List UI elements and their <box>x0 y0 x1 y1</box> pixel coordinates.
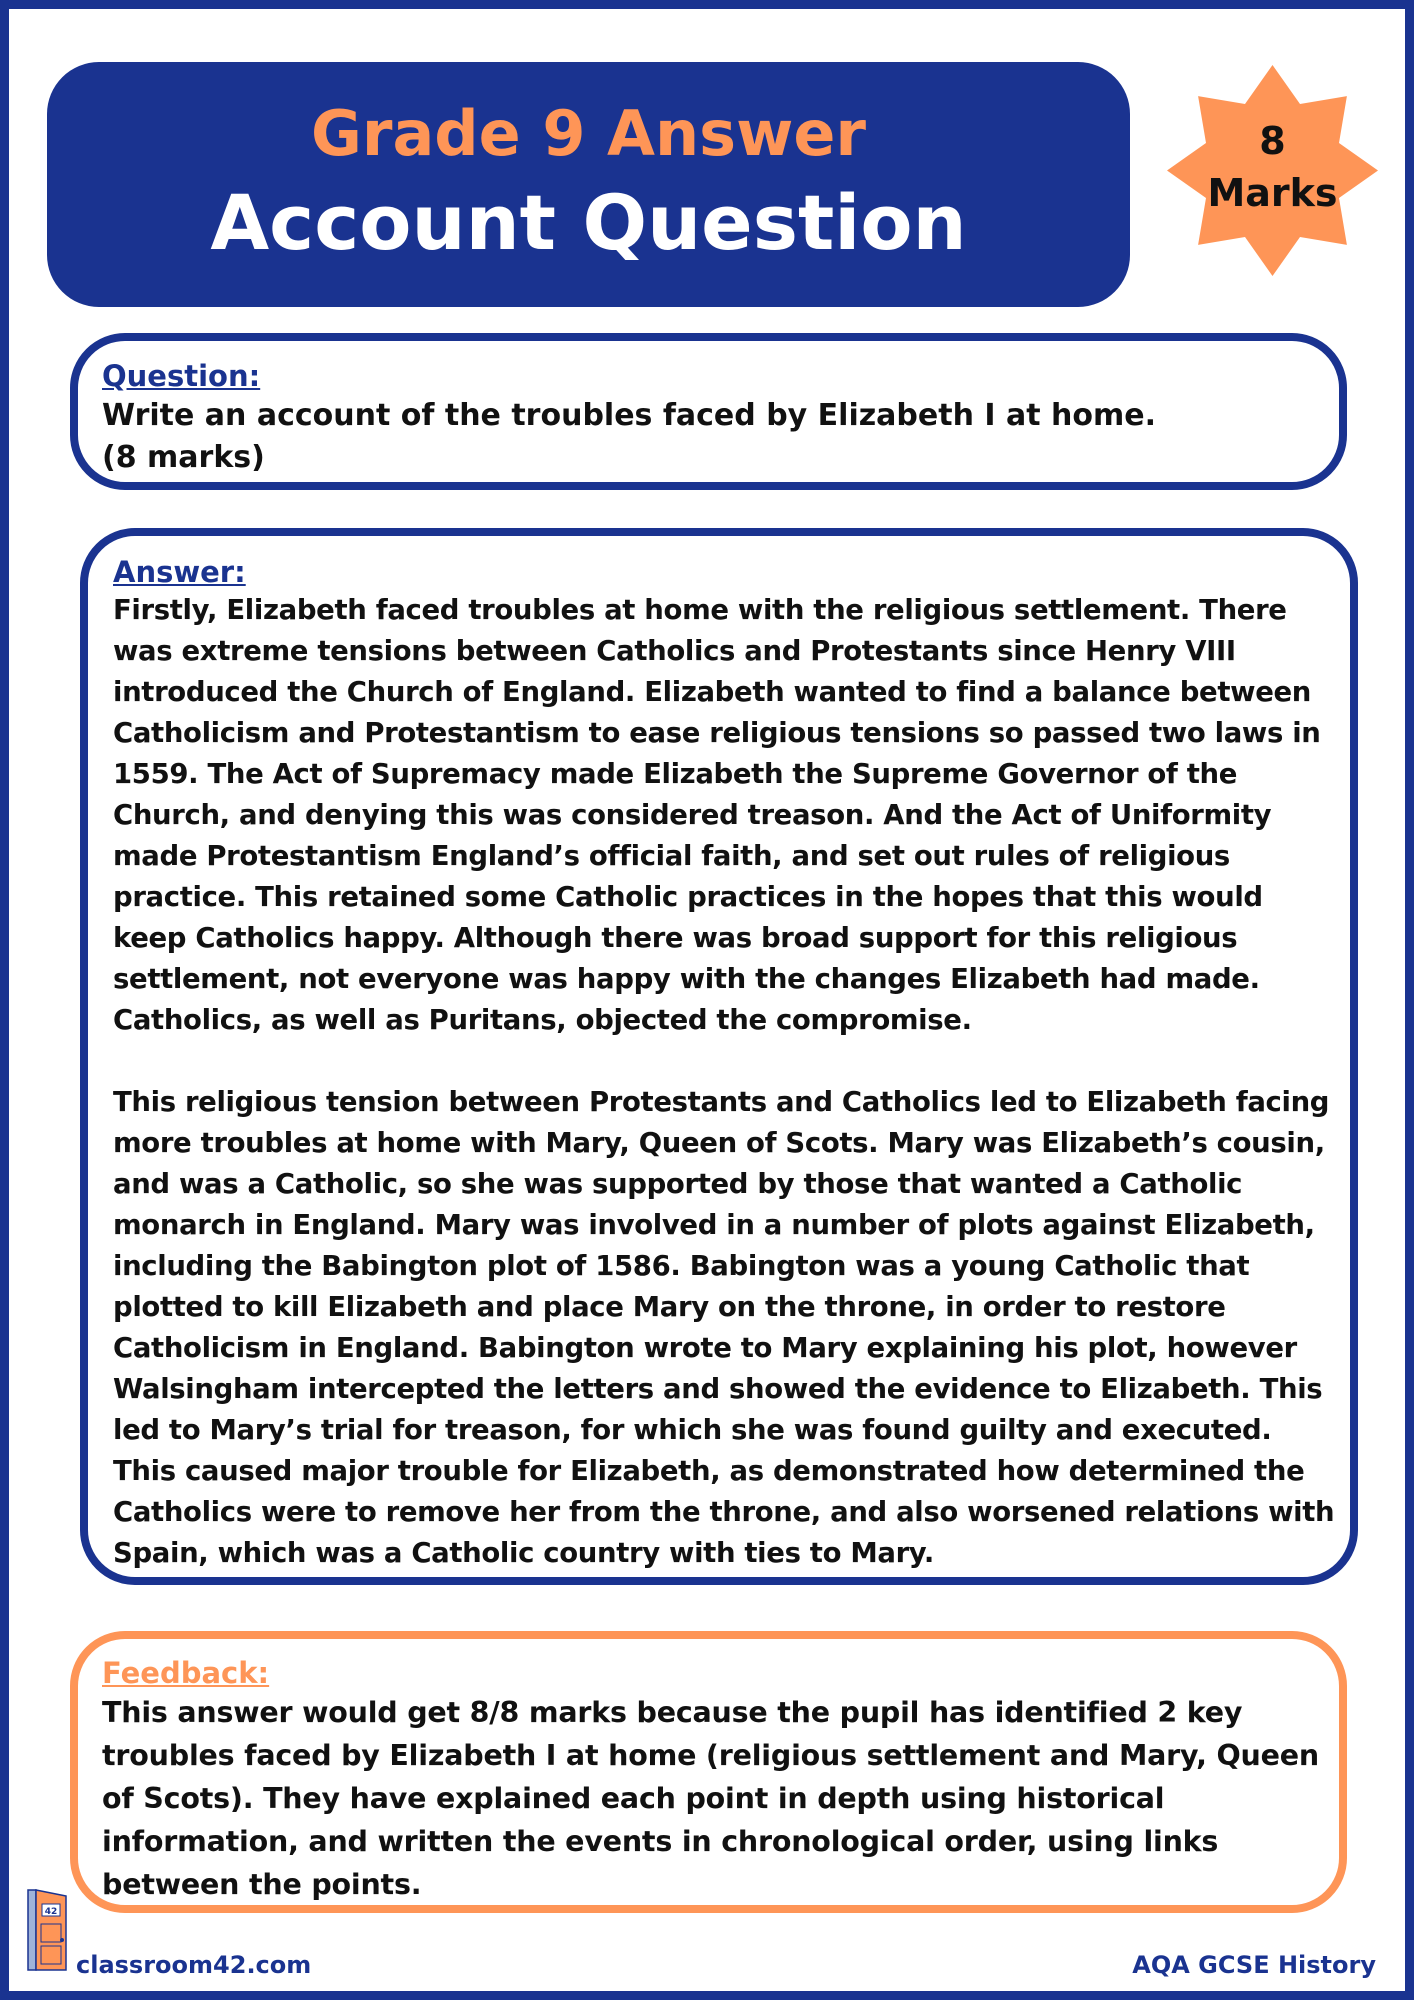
logo-number: 42 <box>44 1907 58 1917</box>
marks-number: 8 <box>1259 119 1286 163</box>
footer-course: AQA GCSE History <box>1132 1951 1376 1979</box>
feedback-box <box>70 1631 1347 1913</box>
page-title: Account Question <box>210 178 967 267</box>
answer-box <box>80 528 1358 1585</box>
answer-label: Answer: <box>113 555 246 589</box>
marks-word: Marks <box>1207 171 1338 215</box>
question-label: Question: <box>102 359 261 393</box>
footer-website[interactable]: classroom42.com <box>76 1951 312 1979</box>
answer-paragraph-2: This religious tension between Protestants and Catholics led to Elizabeth facing more troubles at home with Mary, Queen of Scots. Mary was Elizabeth’s cousin, and was a Catholic, so she was supported by those that wanted a Catholic monarch in England. Mary was involved in a number of plots against Elizabeth, including the Babington plot of 1586. Babington was a young Catholic that plotted to kill Elizabeth and place Mary on the throne, in order to restore Catholicism in England. Babington wrote to Mary explaining his plot, however Walsingham intercepted the letters and showed the evidence to Elizabeth. This led to Mary’s trial for treason, for which she was found guilty and executed. This caused major trouble for Elizabeth, as demonstrated how determined the Catholics were to remove her from the throne, and also worsened relations with Spain, which was a Catholic country with ties to Mary. <box>113 1086 1335 1569</box>
answer-paragraph-1: Firstly, Elizabeth faced troubles at home with the religious settlement. There was extreme tensions between Catholics and Protestants since Henry VIII introduced the Church of England. Elizabeth wanted to find a balance between Catholicism and Protestantism to ease religious tensions so passed two laws in 1559. The Act of Supremacy made Elizabeth the Supreme Governor of the Church, and denying this was considered treason. And the Act of Uniformity made Protestantism England’s official faith, and set out rules of religious practice. This retained some Catholic practices in the hopes that this would keep Catholics happy. Although there was broad support for this religious settlement, not everyone was happy with the changes Elizabeth had made. Catholics, as well as Puritans, objected the compromise. <box>113 594 1321 1036</box>
question-text: Write an account of the troubles faced by Elizabeth I at home. (8 marks) <box>102 398 1156 475</box>
classroom42-door-logo-icon <box>26 1888 72 1972</box>
feedback-label: Feedback: <box>102 1656 270 1690</box>
question-box <box>70 333 1347 490</box>
header-banner <box>47 62 1130 307</box>
grade-heading: Grade 9 Answer <box>311 97 866 170</box>
marks-badge <box>1167 65 1378 276</box>
feedback-text: This answer would get 8/8 marks because the pupil has identified 2 key troubles faced by Elizabeth I at home (religious settlement and Mary, Queen of Scots). They have explained each point in depth using historical information, and written the events in chronological order, using links between the points. <box>102 1696 1319 1901</box>
